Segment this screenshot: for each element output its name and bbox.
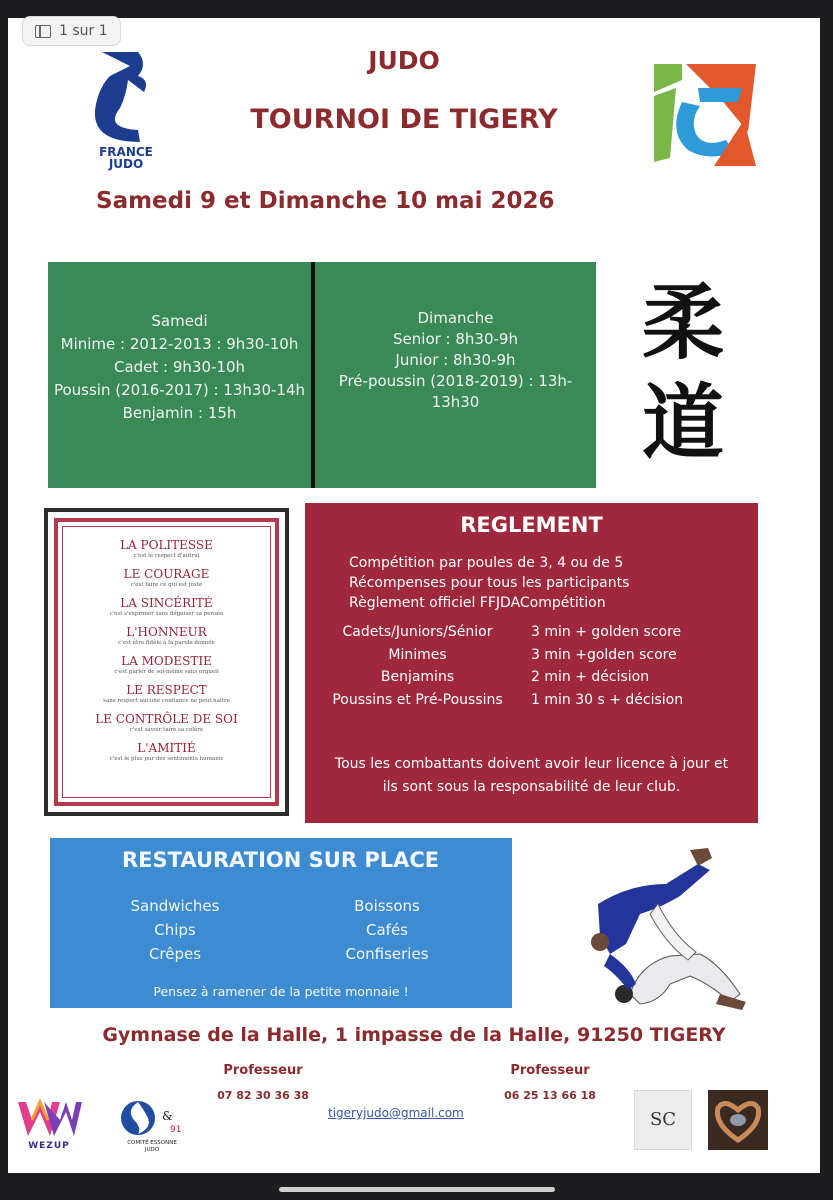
samedi-line: Minime : 2012-2013 : 9h30-10h <box>60 335 299 353</box>
schedule-samedi <box>48 310 311 425</box>
virtue-title: LA MODESTIE <box>121 654 212 668</box>
food-item: Chips <box>154 921 196 939</box>
reglement-rules <box>349 553 629 613</box>
reglement-panel <box>305 503 758 823</box>
comite-label <box>112 1140 192 1154</box>
virtue-desc: c'est le plus pur des sentiments humains <box>109 756 224 762</box>
page-indicator[interactable] <box>22 16 121 46</box>
food-item: Crêpes <box>148 945 202 963</box>
restauration-note: Pensez à ramener de la petite monnaie ! <box>153 984 409 999</box>
comite-essonne-icon <box>112 1098 192 1138</box>
home-indicator[interactable] <box>279 1187 555 1192</box>
tigery-emblem-icon <box>648 62 758 166</box>
code-moral-list <box>58 532 275 764</box>
wezup-w-icon <box>14 1098 84 1140</box>
drinks-column <box>322 894 452 966</box>
professeur-label: Professeur <box>510 1063 590 1078</box>
virtue-desc: c'est parler de soi-même sans orgueil <box>114 669 219 675</box>
ffj-text-judo: JUDO <box>108 157 144 171</box>
virtue-title: LA SINCÉRITÉ <box>120 596 213 610</box>
ffj-text-france: FRANCE <box>99 145 153 159</box>
samedi-heading: Samedi <box>151 312 208 330</box>
dimanche-line: Pré-poussin (2018-2019) : 13h-13h30 <box>338 372 573 411</box>
venue-address: Gymnase de la Halle, 1 impasse de la Halle, 91250 TIGERY <box>102 1024 726 1046</box>
sc-sponsor-logo <box>634 1090 692 1150</box>
kanji-ju: 柔 <box>641 275 724 371</box>
kanji-do: 道 <box>641 375 724 471</box>
professeur-phone: 06 25 13 66 18 <box>504 1089 596 1102</box>
duration-category: Poussins et Pré-Poussins <box>332 691 503 708</box>
rule-line: Règlement officiel FFJDACompétition <box>349 595 606 611</box>
comite-line: COMITÉ ESSONNE <box>127 1140 177 1146</box>
comite-line: JUDO <box>144 1147 160 1153</box>
duration-row <box>305 621 758 644</box>
wezup-label: WEZUP <box>28 1141 70 1151</box>
rule-line: Compétition par poules de 3, 4 ou de 5 <box>349 555 624 571</box>
duration-row <box>305 644 758 667</box>
wezup-logo <box>14 1098 84 1158</box>
event-date: Samedi 9 et Dimanche 10 mai 2026 <box>96 188 555 214</box>
code-moral-panel <box>44 508 289 816</box>
drink-item: Boissons <box>354 897 420 915</box>
poster <box>8 18 820 1173</box>
virtue-desc: c'est faire ce qui est juste <box>130 582 203 588</box>
professeur-contact-2 <box>495 1063 605 1102</box>
judo-kanji <box>618 273 748 493</box>
judoka-throw-illustration <box>570 844 750 1014</box>
poster-title: JUDO <box>368 46 440 75</box>
restauration-panel <box>50 838 512 1008</box>
duration-category: Benjamins <box>380 669 455 685</box>
virtue-title: LE CONTRÔLE DE SOI <box>95 712 238 726</box>
heart-sponsor-logo <box>708 1090 768 1150</box>
duration-category: Minimes <box>388 646 447 663</box>
samedi-line: Cadet : 9h30-10h <box>113 358 246 376</box>
duration-value: 2 min + décision <box>531 669 650 685</box>
rule-line: Récompenses pour tous les participants <box>349 575 630 591</box>
drink-item: Confiseries <box>345 945 429 963</box>
comite-number: 91 <box>170 1125 182 1135</box>
heart-hands-icon <box>708 1090 768 1150</box>
food-item: Sandwiches <box>130 897 220 915</box>
durations-table <box>305 621 758 711</box>
judoka-icon <box>570 844 750 1014</box>
page-indicator-text: 1 sur 1 <box>59 23 108 39</box>
reglement-note <box>305 753 758 799</box>
duration-category: Cadets/Juniors/Sénior <box>342 624 493 640</box>
restauration-title: RESTAURATION SUR PLACE <box>122 848 440 872</box>
duration-value: 3 min +golden score <box>531 646 677 663</box>
drink-item: Cafés <box>366 921 408 939</box>
duration-row <box>305 666 758 689</box>
virtue-title: LE RESPECT <box>126 683 207 697</box>
virtue-desc: c'est le respect d'autrui <box>133 553 200 559</box>
dimanche-line: Senior : 8h30-9h <box>393 330 518 348</box>
virtue-title: LA POLITESSE <box>120 538 213 552</box>
note-line: Tous les combattants doivent avoir leur licence à jour et <box>334 756 729 772</box>
professeur-phone: 07 82 30 36 38 <box>217 1089 309 1102</box>
viewer-bottom-bar <box>0 1173 833 1200</box>
tigery-logo <box>648 62 758 166</box>
professeur-contact-1 <box>208 1063 318 1102</box>
virtue-title: L'HONNEUR <box>126 625 207 639</box>
reglement-title: REGLEMENT <box>460 513 603 537</box>
virtue-title: L'AMITIÉ <box>137 741 196 755</box>
virtue-title: LE COURAGE <box>123 567 210 581</box>
virtue-desc: c'est s'exprimer sans déguiser sa pensée <box>109 611 224 617</box>
dimanche-line: Junior : 8h30-9h <box>395 351 516 369</box>
virtue-desc: sans respect aucune confiance ne peut naître <box>103 698 230 704</box>
samedi-line: Poussin (2016-2017) : 13h30-14h <box>53 381 305 399</box>
duration-row <box>305 689 758 712</box>
samedi-line: Benjamin : 15h <box>122 404 237 422</box>
duration-value: 1 min 30 s + décision <box>531 691 684 708</box>
duration-value: 3 min + golden score <box>531 624 682 640</box>
professeur-label: Professeur <box>223 1063 303 1078</box>
note-line: ils sont sous la responsabilité de leur club. <box>382 779 681 795</box>
contact-email-link[interactable]: tigeryjudo@gmail.com <box>328 1106 464 1120</box>
svg-text:&: & <box>162 1109 173 1123</box>
food-column <box>110 894 240 966</box>
poster-subtitle: TOURNOI DE TIGERY <box>250 104 558 135</box>
code-moral-frame <box>54 518 279 806</box>
schedule-dimanche <box>315 308 596 413</box>
virtue-desc: c'est être fidèle à la parole donnée <box>118 640 215 646</box>
comite-essonne-logo <box>112 1098 192 1168</box>
schedule-panel <box>48 262 596 488</box>
virtue-desc: c'est savoir taire sa colère <box>129 727 204 733</box>
viewer-top-bar <box>0 0 833 18</box>
dimanche-heading: Dimanche <box>417 309 494 327</box>
pages-icon <box>35 25 51 38</box>
sc-monogram: SC <box>649 1109 677 1130</box>
